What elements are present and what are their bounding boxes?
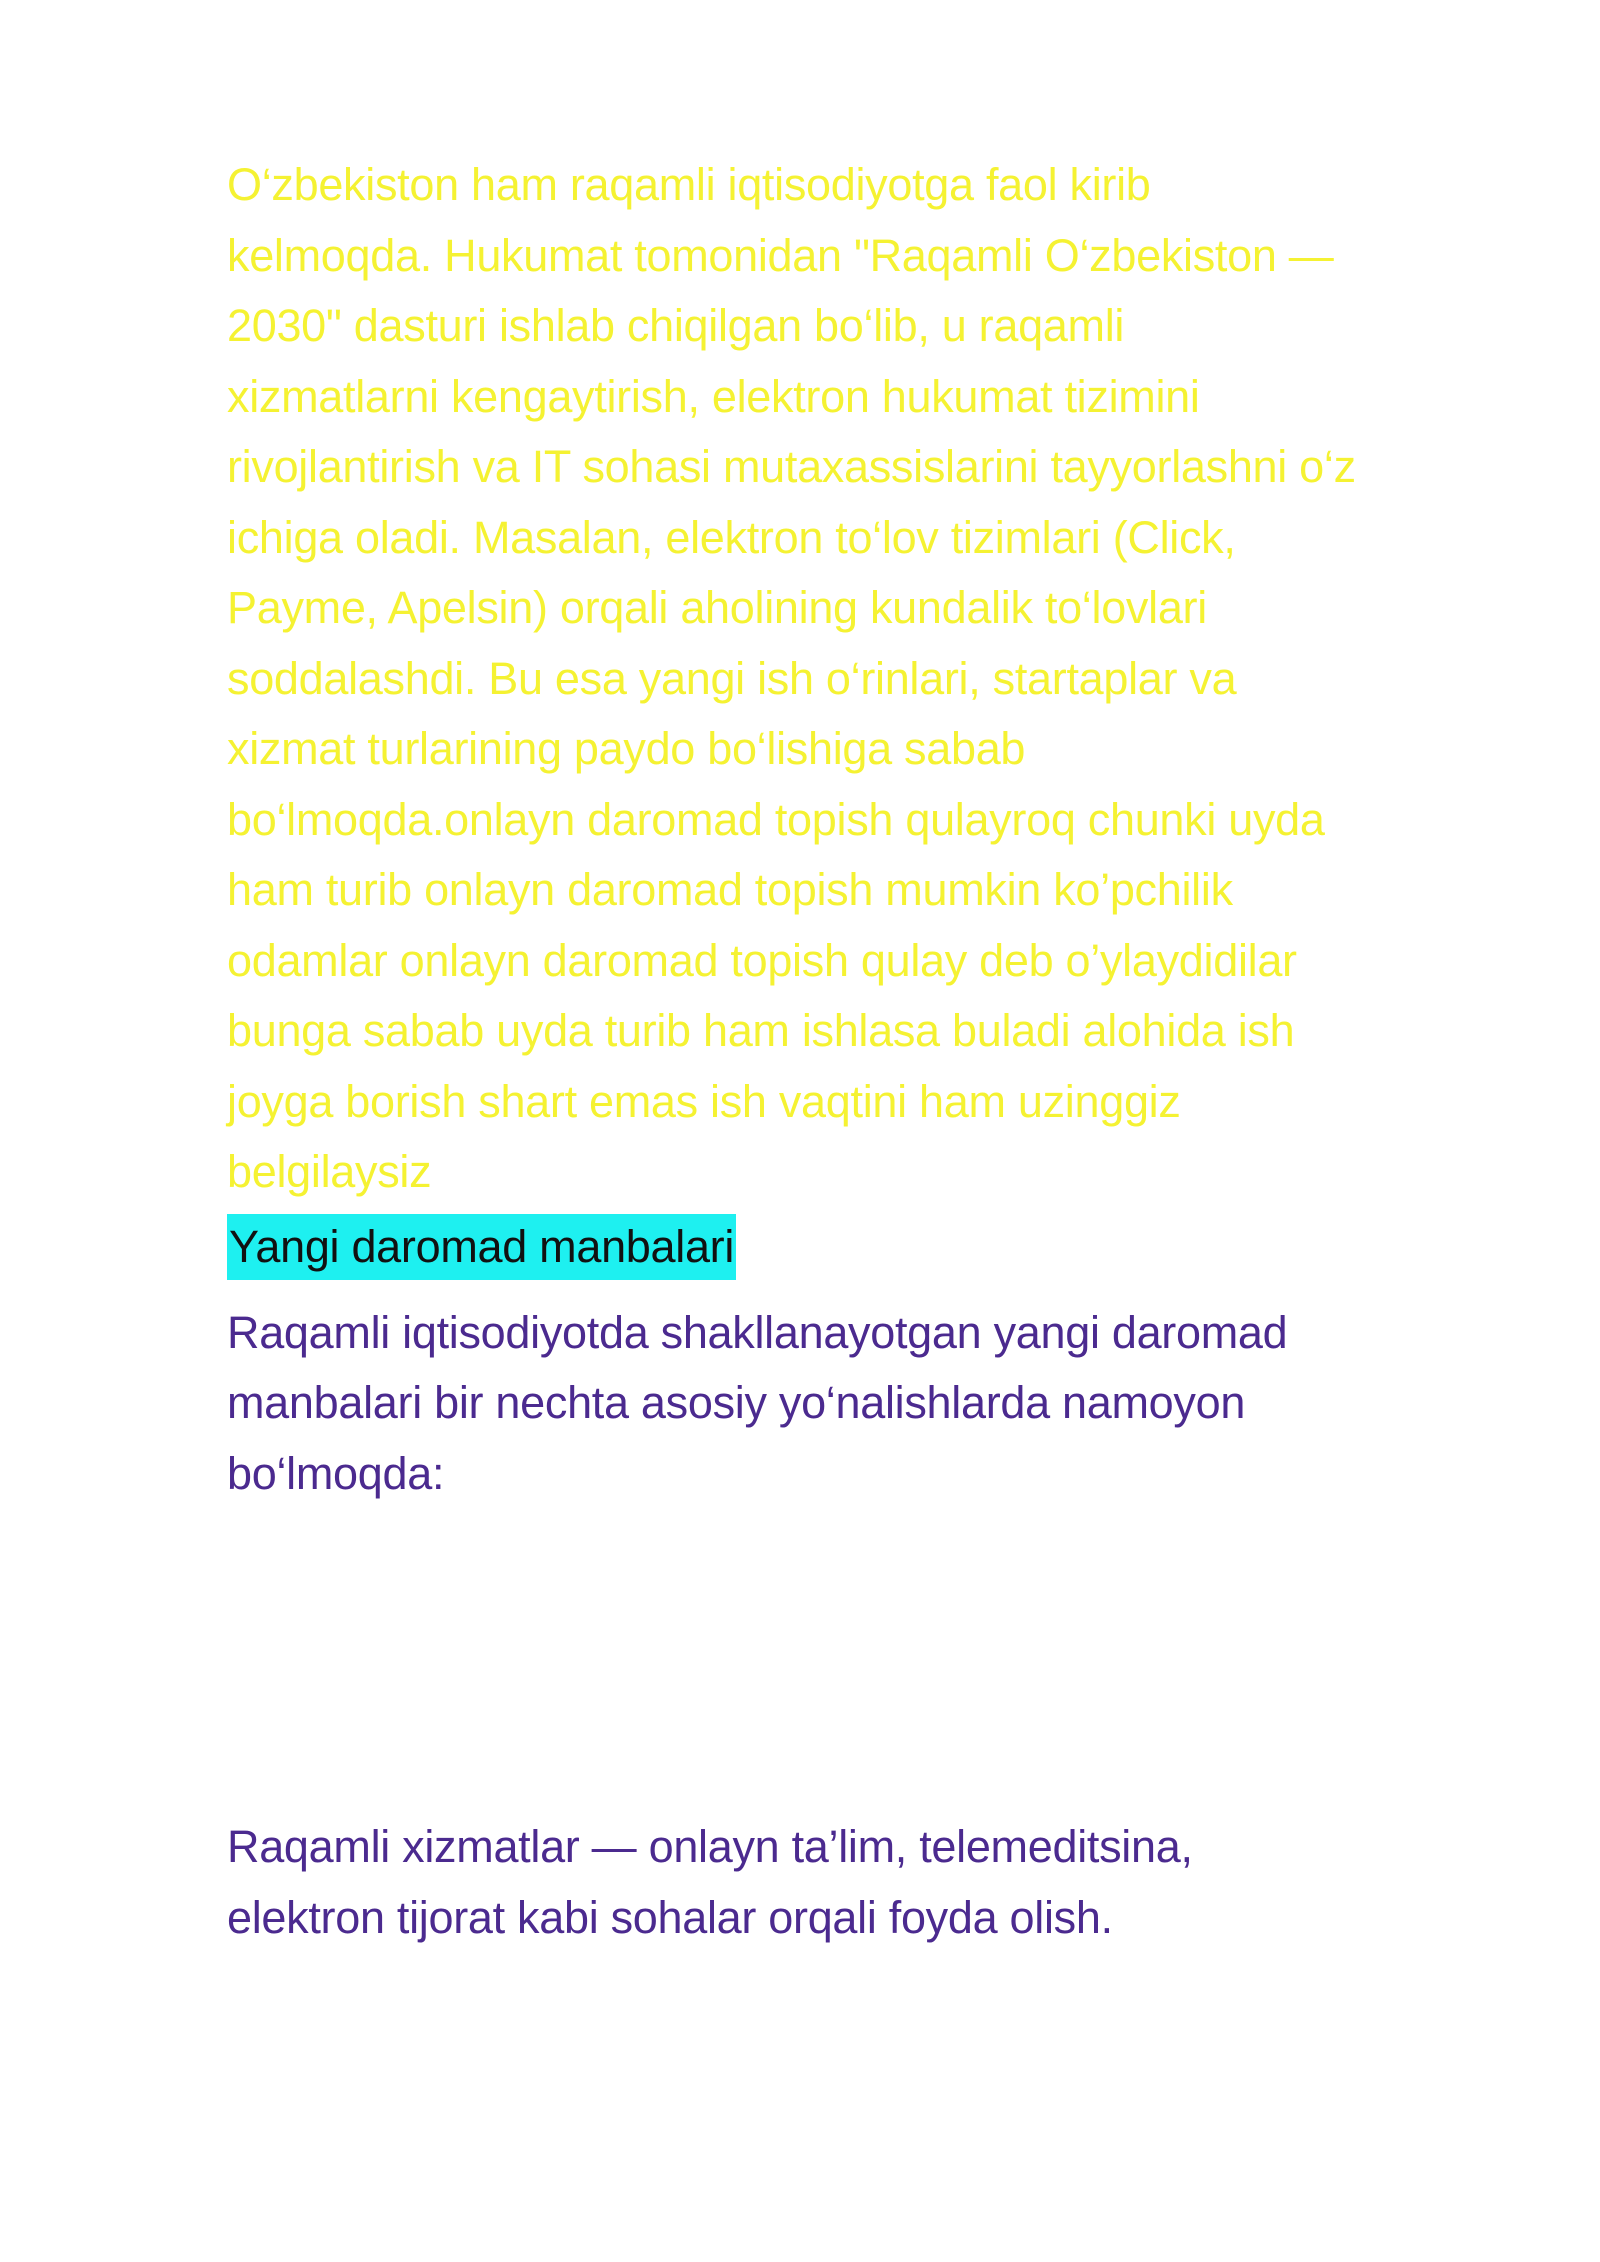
section-heading: Yangi daromad manbalari [227,1214,736,1280]
list-paragraph-digital-services: Raqamli xizmatlar — onlayn ta’lim, telemeditsina, elektron tijorat kabi sohalar orqali foyda olish. [227,1821,1193,1943]
section-paragraph: Raqamli iqtisodiyotda shakllanayotgan yangi daromad manbalari bir nechta asosiy yo‘nalishlarda namoyon bo‘lmoqda: [227,1306,1288,1499]
intro-paragraph: O‘zbekiston ham raqamli iqtisodiyotga faol kirib kelmoqda. Hukumat tomonidan "Raqamli O‘zbekiston — 2030" dasturi ishlab chiqilgan bo‘lib, u raqamli xizmatlarni kengaytirish, elektron hukumat tizimini rivojlantirish va IT sohasi mutaxassislarini tayyorlashni o‘z ichiga oladi. Masalan, elektron to‘lov tizimlari (Click, Payme, Apelsin) orqali aholining kundalik to‘lovlari soddalashdi. Bu esa yangi ish o‘rinlari, startaplar va xizmat turlarining paydo bo‘lishiga sabab bo‘lmoqda.onlayn daromad topish qulayroq chunki uyda ham turib onlayn daromad topish mumkin ko’pchilik odamlar onlayn daromad topish qulay deb o’ylaydidilar bunga sabab uyda turib ham ishlasa buladi alohida ish joyga borish shart emas ish vaqtini ham uzinggiz belgilaysiz [227,159,1356,1197]
section-heading-row [227,1214,1487,1284]
document-content [227,150,1487,1953]
